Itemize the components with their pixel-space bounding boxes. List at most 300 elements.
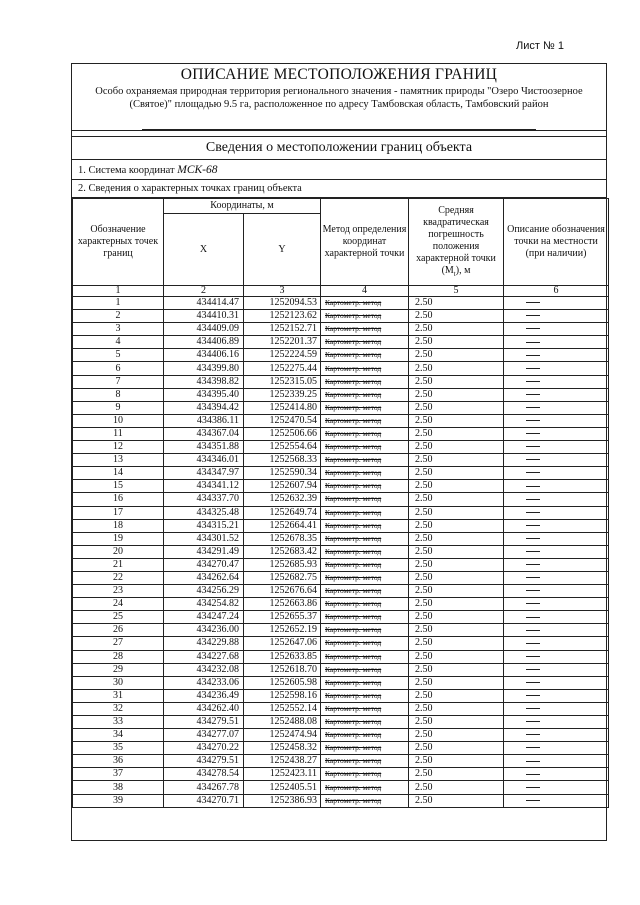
coord-x: 434278.54 [164,768,244,781]
dash-mark [526,787,540,788]
coord-x: 434254.82 [164,598,244,611]
point-number: 26 [73,624,164,637]
coord-x: 434341.12 [164,480,244,493]
description-cell [504,585,609,598]
header-method: Метод определения координат характерной точки [321,199,409,286]
description-cell [504,650,609,663]
coord-y: 1252201.37 [244,336,321,349]
method-cell: Картометр. метод [321,532,409,545]
table-row [73,323,609,336]
description-cell [504,558,609,571]
coord-y: 1252647.06 [244,637,321,650]
coord-x: 434291.49 [164,545,244,558]
error-cell: 2.50 [409,676,504,689]
table-row [73,663,609,676]
coord-x: 434247.24 [164,611,244,624]
description-cell [504,716,609,729]
dash-mark [526,315,540,316]
coord-y: 1252224.59 [244,349,321,362]
point-number: 23 [73,585,164,598]
error-cell: 2.50 [409,585,504,598]
point-number: 34 [73,729,164,742]
coord-x: 434409.09 [164,323,244,336]
coord-x: 434346.01 [164,454,244,467]
header-error-suffix: ), м [455,264,471,276]
method-cell: Картометр. метод [321,427,409,440]
description-cell [504,427,609,440]
coord-y: 1252598.16 [244,689,321,702]
dash-mark [526,368,540,369]
point-number: 14 [73,467,164,480]
object-description: Особо охраняемая природная территория регионального значения - памятник природы "Озеро Чистоозерное (Святое)" площадью 9.5 га, расположенное по адресу Тамбовская область, Тамбовский район [95,86,583,110]
coord-y: 1252568.33 [244,454,321,467]
method-cell: Картометр. метод [321,362,409,375]
description-cell [504,506,609,519]
title-block [72,64,606,131]
method-cell: Картометр. метод [321,401,409,414]
coord-y: 1252632.39 [244,493,321,506]
method-cell: Картометр. метод [321,702,409,715]
point-number: 17 [73,506,164,519]
method-cell: Картометр. метод [321,611,409,624]
error-cell: 2.50 [409,414,504,427]
error-cell: 2.50 [409,742,504,755]
table-row [73,310,609,323]
method-cell: Картометр. метод [321,781,409,794]
point-number: 1 [73,297,164,310]
coord-x: 434233.06 [164,676,244,689]
points-section-title: 2. Сведения о характерных точках границ объекта [72,180,606,198]
method-cell: Картометр. метод [321,585,409,598]
description-cell [504,702,609,715]
table-row [73,493,609,506]
description-cell [504,729,609,742]
coord-y: 1252488.08 [244,716,321,729]
error-cell: 2.50 [409,545,504,558]
point-number: 10 [73,414,164,427]
coord-y: 1252633.85 [244,650,321,663]
description-cell [504,598,609,611]
column-number: 2 [164,286,244,297]
description-cell [504,624,609,637]
description-cell [504,742,609,755]
table-row [73,441,609,454]
coord-x: 434279.51 [164,755,244,768]
coord-y: 1252552.14 [244,702,321,715]
header-error-text: Средняя квадратическая погрешность положения характерной точки (M [416,204,496,276]
dash-mark [526,761,540,762]
error-cell: 2.50 [409,375,504,388]
dash-mark [526,472,540,473]
point-number: 24 [73,598,164,611]
coordinate-system-row [72,160,606,180]
coord-x: 434270.47 [164,558,244,571]
section-title: Сведения о местоположении границ объекта [72,136,606,160]
header-point: Обозначение характерных точек границ [73,199,164,286]
table-row [73,611,609,624]
error-cell: 2.50 [409,323,504,336]
method-cell: Картометр. метод [321,663,409,676]
point-number: 29 [73,663,164,676]
coord-y: 1252094.53 [244,297,321,310]
table-row [73,781,609,794]
table-row [73,388,609,401]
error-cell: 2.50 [409,336,504,349]
coord-x: 434262.64 [164,571,244,584]
point-number: 4 [73,336,164,349]
coord-y: 1252474.94 [244,729,321,742]
point-number: 19 [73,532,164,545]
error-cell: 2.50 [409,624,504,637]
coord-x: 434229.88 [164,637,244,650]
error-cell: 2.50 [409,401,504,414]
column-number: 1 [73,286,164,297]
coord-y: 1252414.80 [244,401,321,414]
table-row [73,624,609,637]
column-number: 4 [321,286,409,297]
coord-y: 1252405.51 [244,781,321,794]
coord-x: 434406.89 [164,336,244,349]
coord-y: 1252315.05 [244,375,321,388]
coord-x: 434395.40 [164,388,244,401]
description-cell [504,467,609,480]
description-cell [504,401,609,414]
description-cell [504,349,609,362]
description-cell [504,441,609,454]
method-cell: Картометр. метод [321,598,409,611]
coord-y: 1252683.42 [244,545,321,558]
point-number: 9 [73,401,164,414]
method-cell: Картометр. метод [321,755,409,768]
error-cell: 2.50 [409,506,504,519]
dash-mark [526,747,540,748]
dash-mark [526,525,540,526]
method-cell: Картометр. метод [321,441,409,454]
table-row [73,755,609,768]
method-cell: Картометр. метод [321,297,409,310]
point-number: 21 [73,558,164,571]
coord-y: 1252685.93 [244,558,321,571]
coord-y: 1252506.66 [244,427,321,440]
description-cell [504,323,609,336]
table-row [73,532,609,545]
description-cell [504,362,609,375]
error-cell: 2.50 [409,427,504,440]
coord-x: 434367.04 [164,427,244,440]
dash-mark [526,734,540,735]
coord-y: 1252470.54 [244,414,321,427]
error-cell: 2.50 [409,755,504,768]
dash-mark [526,499,540,500]
coord-y: 1252607.94 [244,480,321,493]
description-cell [504,571,609,584]
error-cell: 2.50 [409,349,504,362]
dash-mark [526,512,540,513]
method-cell: Картометр. метод [321,388,409,401]
dash-mark [526,420,540,421]
method-cell: Картометр. метод [321,375,409,388]
table-row [73,545,609,558]
table-row [73,650,609,663]
method-cell: Картометр. метод [321,716,409,729]
table-body [73,297,609,808]
description-cell [504,663,609,676]
point-number: 25 [73,611,164,624]
dash-mark [526,800,540,801]
table-row [73,349,609,362]
coord-x: 434279.51 [164,716,244,729]
description-cell [504,388,609,401]
table-row [73,427,609,440]
error-cell: 2.50 [409,454,504,467]
dash-mark [526,590,540,591]
description-cell [504,310,609,323]
method-cell: Картометр. метод [321,676,409,689]
error-cell: 2.50 [409,310,504,323]
point-number: 15 [73,480,164,493]
dash-mark [526,682,540,683]
description-cell [504,637,609,650]
coord-y: 1252590.34 [244,467,321,480]
point-number: 28 [73,650,164,663]
coord-y: 1252605.98 [244,676,321,689]
method-cell: Картометр. метод [321,768,409,781]
coord-x: 434399.80 [164,362,244,375]
table-row [73,362,609,375]
column-numbers-row [73,286,609,297]
method-cell: Картометр. метод [321,637,409,650]
error-cell: 2.50 [409,650,504,663]
method-cell: Картометр. метод [321,729,409,742]
dash-mark [526,538,540,539]
method-cell: Картометр. метод [321,545,409,558]
dash-mark [526,486,540,487]
sheet-number: Лист № 1 [516,40,564,52]
column-number: 5 [409,286,504,297]
header-y: Y [244,214,321,286]
coord-x: 434337.70 [164,493,244,506]
method-cell: Картометр. метод [321,519,409,532]
method-cell: Картометр. метод [321,493,409,506]
dash-mark [526,774,540,775]
coord-y: 1252423.11 [244,768,321,781]
method-cell: Картометр. метод [321,506,409,519]
point-number: 36 [73,755,164,768]
description-cell [504,611,609,624]
point-number: 30 [73,676,164,689]
coord-y: 1252618.70 [244,663,321,676]
coord-y: 1252438.27 [244,755,321,768]
dash-mark [526,669,540,670]
coord-x: 434301.52 [164,532,244,545]
coord-y: 1252386.93 [244,794,321,807]
method-cell: Картометр. метод [321,650,409,663]
table-row [73,558,609,571]
column-number: 6 [504,286,609,297]
method-cell: Картометр. метод [321,480,409,493]
error-cell: 2.50 [409,689,504,702]
error-cell: 2.50 [409,768,504,781]
dash-mark [526,721,540,722]
header-error-sub: t [453,269,456,278]
error-cell: 2.50 [409,598,504,611]
table-row [73,702,609,715]
point-number: 8 [73,388,164,401]
method-cell: Картометр. метод [321,336,409,349]
table-row [73,729,609,742]
coord-x: 434315.21 [164,519,244,532]
error-cell: 2.50 [409,571,504,584]
coord-x: 434256.29 [164,585,244,598]
description-cell [504,493,609,506]
coord-y: 1252678.35 [244,532,321,545]
column-number: 3 [244,286,321,297]
method-cell: Картометр. метод [321,689,409,702]
coord-x: 434406.16 [164,349,244,362]
point-number: 35 [73,742,164,755]
coord-x: 434351.88 [164,441,244,454]
header-error [409,199,504,286]
description-cell [504,336,609,349]
error-cell: 2.50 [409,794,504,807]
dash-mark [526,328,540,329]
method-cell: Картометр. метод [321,571,409,584]
description-cell [504,375,609,388]
dash-mark [526,603,540,604]
method-cell: Картометр. метод [321,310,409,323]
dash-mark [526,394,540,395]
description-cell [504,519,609,532]
point-number: 7 [73,375,164,388]
table-row [73,336,609,349]
table-row [73,598,609,611]
table-row [73,794,609,807]
error-cell: 2.50 [409,297,504,310]
coord-x: 434236.00 [164,624,244,637]
coord-y: 1252664.41 [244,519,321,532]
method-cell: Картометр. метод [321,454,409,467]
table-row [73,768,609,781]
point-number: 27 [73,637,164,650]
coord-y: 1252275.44 [244,362,321,375]
coord-x: 434398.82 [164,375,244,388]
method-cell: Картометр. метод [321,349,409,362]
description-cell [504,454,609,467]
table-row [73,585,609,598]
error-cell: 2.50 [409,388,504,401]
description-cell [504,545,609,558]
table-row [73,480,609,493]
coord-x: 434270.22 [164,742,244,755]
header-coordinates: Координаты, м [164,199,321,214]
dash-mark [526,695,540,696]
coord-y: 1252458.32 [244,742,321,755]
point-number: 31 [73,689,164,702]
point-number: 5 [73,349,164,362]
coord-x: 434227.68 [164,650,244,663]
method-cell: Картометр. метод [321,742,409,755]
table-row [73,375,609,388]
table-row [73,637,609,650]
method-cell: Картометр. метод [321,414,409,427]
description-cell [504,676,609,689]
error-cell: 2.50 [409,519,504,532]
coord-x: 434277.07 [164,729,244,742]
dash-mark [526,381,540,382]
description-cell [504,768,609,781]
point-number: 13 [73,454,164,467]
coord-y: 1252152.71 [244,323,321,336]
dash-mark [526,551,540,552]
coord-y: 1252676.64 [244,585,321,598]
table-row [73,297,609,310]
coord-x: 434236.49 [164,689,244,702]
point-number: 20 [73,545,164,558]
point-number: 22 [73,571,164,584]
document-title: ОПИСАНИЕ МЕСТОПОЛОЖЕНИЯ ГРАНИЦ [180,66,498,83]
table-row [73,506,609,519]
header-description: Описание обозначения точки на местности (при наличии) [504,199,609,286]
point-number: 18 [73,519,164,532]
dash-mark [526,577,540,578]
coord-y: 1252123.62 [244,310,321,323]
point-number: 3 [73,323,164,336]
table-row [73,414,609,427]
description-cell [504,781,609,794]
table-row [73,571,609,584]
method-cell: Картометр. метод [321,323,409,336]
dash-mark [526,630,540,631]
point-number: 11 [73,427,164,440]
dash-mark [526,564,540,565]
coord-x: 434262.40 [164,702,244,715]
table-row [73,519,609,532]
point-number: 39 [73,794,164,807]
description-cell [504,532,609,545]
dash-mark [526,302,540,303]
error-cell: 2.50 [409,467,504,480]
point-number: 12 [73,441,164,454]
dash-mark [526,355,540,356]
point-number: 6 [73,362,164,375]
coord-y: 1252663.86 [244,598,321,611]
error-cell: 2.50 [409,493,504,506]
boundary-points-table [72,198,609,808]
table-row [73,742,609,755]
error-cell: 2.50 [409,480,504,493]
description-cell [504,297,609,310]
header-x: X [164,214,244,286]
point-number: 32 [73,702,164,715]
coord-x: 434325.48 [164,506,244,519]
coord-y: 1252339.25 [244,388,321,401]
document-frame [71,63,607,841]
error-cell: 2.50 [409,637,504,650]
description-cell [504,414,609,427]
method-cell: Картометр. метод [321,558,409,571]
coordinate-system-value: МСК-68 [177,164,218,176]
table-row [73,454,609,467]
error-cell: 2.50 [409,611,504,624]
coord-y: 1252652.19 [244,624,321,637]
dash-mark [526,433,540,434]
dash-mark [526,459,540,460]
table-row [73,689,609,702]
dash-mark [526,446,540,447]
coord-x: 434270.71 [164,794,244,807]
description-cell [504,794,609,807]
error-cell: 2.50 [409,729,504,742]
